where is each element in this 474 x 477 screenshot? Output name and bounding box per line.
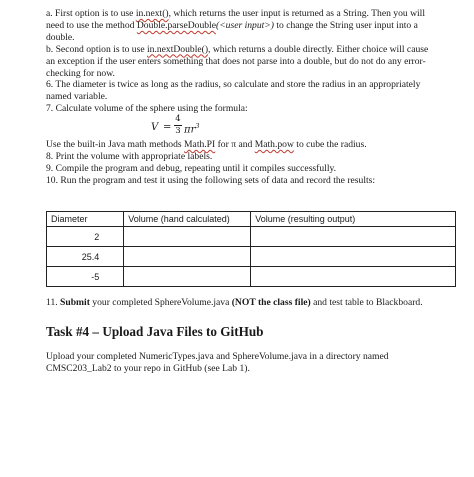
- table-header-row: [47, 212, 456, 227]
- table-row: [47, 267, 456, 287]
- cell-volume-output[interactable]: [251, 267, 456, 287]
- test-results-table: [46, 211, 456, 287]
- not-class-file-emphasis: (NOT the class file): [231, 297, 311, 308]
- step-6-line1: 6. The diameter is twice as long as the radius, so calculate and store the radius in an appropriately: [46, 79, 421, 91]
- step-10: 10. Run the program and test it using the following sets of data and record the results:: [46, 174, 376, 186]
- text: to change the String user input into a: [273, 19, 418, 31]
- step-6-line2: named variable.: [46, 91, 108, 103]
- formula-equals: =: [163, 122, 172, 134]
- instructions-block: [46, 8, 466, 187]
- use-math-line: [46, 139, 466, 151]
- cell-diameter: 25.4: [47, 247, 124, 267]
- formula-fraction: [174, 115, 182, 136]
- cell-volume-hand[interactable]: [124, 267, 251, 287]
- code-math-pow: Math.pow: [254, 139, 294, 151]
- cell-diameter: -5: [47, 267, 124, 287]
- step-8: 8. Print the volume with appropriate labels.: [46, 151, 213, 163]
- header-volume-output: Volume (resulting output): [251, 212, 456, 227]
- sphere-volume-formula: [151, 115, 466, 139]
- text: 11.: [46, 297, 61, 308]
- formula-numerator: 4: [175, 114, 181, 125]
- code-arg: (<user input>): [216, 19, 274, 31]
- text: b. Second option is to use: [46, 43, 147, 55]
- step-a-line2: [46, 20, 466, 32]
- table-row: [47, 227, 456, 247]
- step-b-line1: [46, 44, 466, 56]
- task4-heading: Task #4 – Upload Java Files to GitHub: [46, 324, 264, 339]
- text: and test table to Blackboard.: [310, 297, 423, 308]
- formula-lhs: V: [151, 122, 159, 134]
- formula-exponent: 3: [195, 122, 200, 131]
- cell-diameter: 2: [47, 227, 124, 247]
- text: your completed SphereVolume.java: [89, 297, 232, 308]
- text: to cube the radius.: [293, 139, 367, 151]
- code-math-pi: Math.PI: [184, 139, 216, 151]
- formula-denominator: 3: [175, 126, 181, 137]
- header-diameter: Diameter: [47, 212, 124, 227]
- code-next-double: in.nextDouble(): [147, 43, 209, 55]
- text: , which returns a double directly. Either choice will cause: [208, 43, 429, 55]
- task4-line1: Upload your completed NumericTypes.java and SphereVolume.java in a directory named: [46, 351, 389, 362]
- cell-volume-output[interactable]: [251, 247, 456, 267]
- table-row: [47, 247, 456, 267]
- cell-volume-output[interactable]: [251, 227, 456, 247]
- text: a. First option is to use: [46, 8, 136, 19]
- task4-line2: CMSC203_Lab2 to your repo in GitHub (see Lab 1).: [46, 363, 250, 374]
- text: for π and: [215, 139, 255, 151]
- step-b-line2: an exception if the user enters something that does not parse into a double, but do not do any error-: [46, 55, 426, 67]
- submit-emphasis: Submit: [60, 297, 90, 308]
- text: need to use the method: [46, 19, 137, 31]
- text: , which returns the user input is returned as a String. Then you will: [168, 8, 426, 19]
- step-b-line3: checking for now.: [46, 67, 115, 79]
- code-parse-double: Double.parseDouble: [136, 19, 216, 31]
- header-volume-hand: Volume (hand calculated): [124, 212, 251, 227]
- step-a-line3: double.: [46, 31, 75, 43]
- text: Use the built-in Java math methods: [46, 139, 185, 151]
- step-7: 7. Calculate volume of the sphere using the formula:: [46, 103, 248, 115]
- cell-volume-hand[interactable]: [124, 227, 251, 247]
- code-in-next: in.next(): [135, 8, 169, 19]
- step-9: 9. Compile the program and debug, repeating until it compiles successfully.: [46, 162, 337, 174]
- task4-body: [46, 351, 389, 375]
- cell-volume-hand[interactable]: [124, 247, 251, 267]
- step-a-line1: [46, 8, 466, 20]
- step-11: [46, 297, 423, 308]
- formula-rest: [184, 122, 200, 135]
- formula-pi-r: πr: [184, 124, 196, 136]
